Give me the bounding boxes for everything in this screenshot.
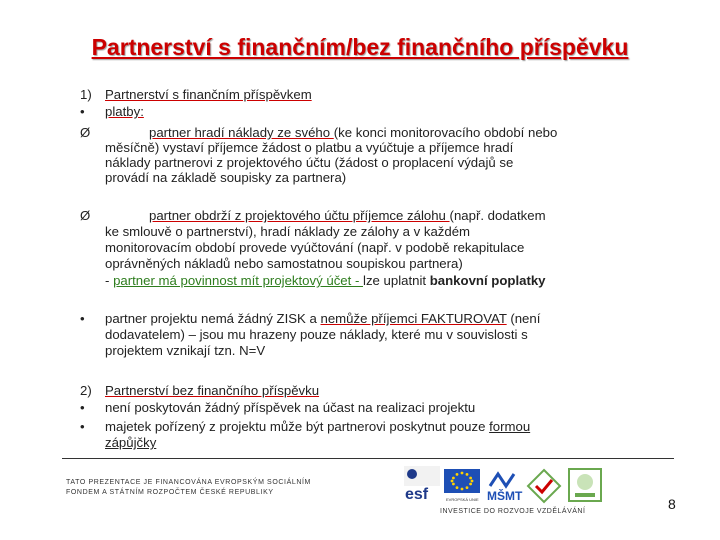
op-vzdelavani-logo bbox=[526, 468, 562, 504]
platby-label: platby: bbox=[105, 104, 144, 119]
section2-bullet2-start: majetek pořízený z projektu může být partnerovi poskytnut pouze bbox=[105, 419, 490, 434]
loan-form-emphasis: formou bbox=[489, 419, 531, 434]
item2-line2: ke smlouvě o partnerství), hradí náklady ze zálohy a v každém bbox=[105, 224, 471, 239]
item2-fees-prefix: lze uplatnit bbox=[363, 273, 430, 288]
item1-emphasis: partner hradí náklady ze svého bbox=[149, 125, 334, 140]
item2-dash: - bbox=[105, 273, 114, 288]
bullet-dot-icon: • bbox=[80, 311, 85, 326]
item2-line1 bbox=[149, 208, 546, 223]
eu-flag-logo bbox=[442, 466, 482, 506]
item3-line1 bbox=[105, 311, 540, 326]
item3-start: partner projektu nemá žádný ZISK a bbox=[105, 311, 321, 326]
section2-bullet2-line1 bbox=[105, 419, 530, 434]
bullet-dot-icon: • bbox=[80, 104, 85, 119]
item2-line4: oprávněných nákladů nebo samostatnou soupiskou partnera) bbox=[105, 256, 463, 271]
logo-caption: INVESTICE DO ROZVOJE VZDĚLÁVÁNÍ bbox=[440, 508, 586, 515]
section1-heading: Partnerství s finančním příspěvkem bbox=[105, 87, 312, 102]
arrow-bullet-icon: Ø bbox=[80, 208, 91, 223]
item1-line1 bbox=[149, 125, 557, 140]
partner-account-note: partner má povinnost mít projektový účet - bbox=[113, 273, 364, 288]
section2-bullet2-line2: zápůjčky bbox=[105, 435, 157, 450]
bullet-dot-icon: • bbox=[80, 400, 85, 415]
item1-line2: měsíčně) vystaví příjemce žádost o platbu a vyúčtuje a příjemce hradí bbox=[105, 140, 514, 155]
page-title: Partnerství s finančním/bez finančního příspěvku bbox=[91, 34, 629, 60]
item1-rest: (ke konci monitorovacího období nebo bbox=[333, 125, 558, 140]
item2-line5 bbox=[105, 273, 546, 288]
bullet-dot-icon: • bbox=[80, 419, 85, 434]
svg-text:EVROPSKÁ UNIE: EVROPSKÁ UNIE bbox=[446, 497, 479, 502]
section2-number: 2) bbox=[80, 383, 92, 398]
msmt-logo bbox=[484, 466, 524, 506]
item2-line3: monitorovacím období provede vyúčtování (např. v podobě rekapitulace bbox=[105, 240, 525, 255]
svg-text:esf: esf bbox=[405, 486, 429, 502]
section2-heading: Partnerství bez finančního příspěvku bbox=[105, 383, 320, 398]
section2-bullet1: není poskytován žádný příspěvek na účast na realizaci projektu bbox=[105, 400, 476, 415]
section1-number: 1) bbox=[80, 87, 92, 102]
arrow-bullet-icon: Ø bbox=[80, 125, 91, 140]
item3-line3: projektem vznikají tzn. N=V bbox=[105, 343, 266, 358]
page-number: 8 bbox=[668, 496, 676, 512]
footer-divider bbox=[62, 458, 674, 459]
esf-logo bbox=[404, 466, 440, 502]
footer-funding-line2: FONDEM A STÁTNÍM ROZPOČTEM ČESKÉ REPUBLIKY bbox=[66, 489, 274, 496]
item3-end: (není bbox=[506, 311, 541, 326]
svg-text:MŠMT: MŠMT bbox=[487, 489, 523, 503]
item1-line3: náklady partnerovi z projektového účtu (žádost o proplacení výdajů se bbox=[105, 155, 514, 170]
footer-funding-line1: TATO PREZENTACE JE FINANCOVÁNA EVROPSKÝM SOCIÁLNÍM bbox=[66, 479, 311, 486]
item2-emphasis: partner obdrží z projektového účtu příjemce zálohu bbox=[149, 208, 450, 223]
no-invoice-emphasis: nemůže příjemci FAKTUROVAT bbox=[320, 311, 507, 326]
bank-fees-label: bankovní poplatky bbox=[429, 273, 546, 288]
item2-rest: (např. dodatkem bbox=[449, 208, 546, 223]
regional-logo bbox=[566, 466, 604, 504]
item3-line2: dodavatelem) – jsou mu hrazeny pouze náklady, které mu v souvislosti s bbox=[105, 327, 528, 342]
item1-line4: provádí na základě soupisky za partnera) bbox=[105, 170, 347, 185]
